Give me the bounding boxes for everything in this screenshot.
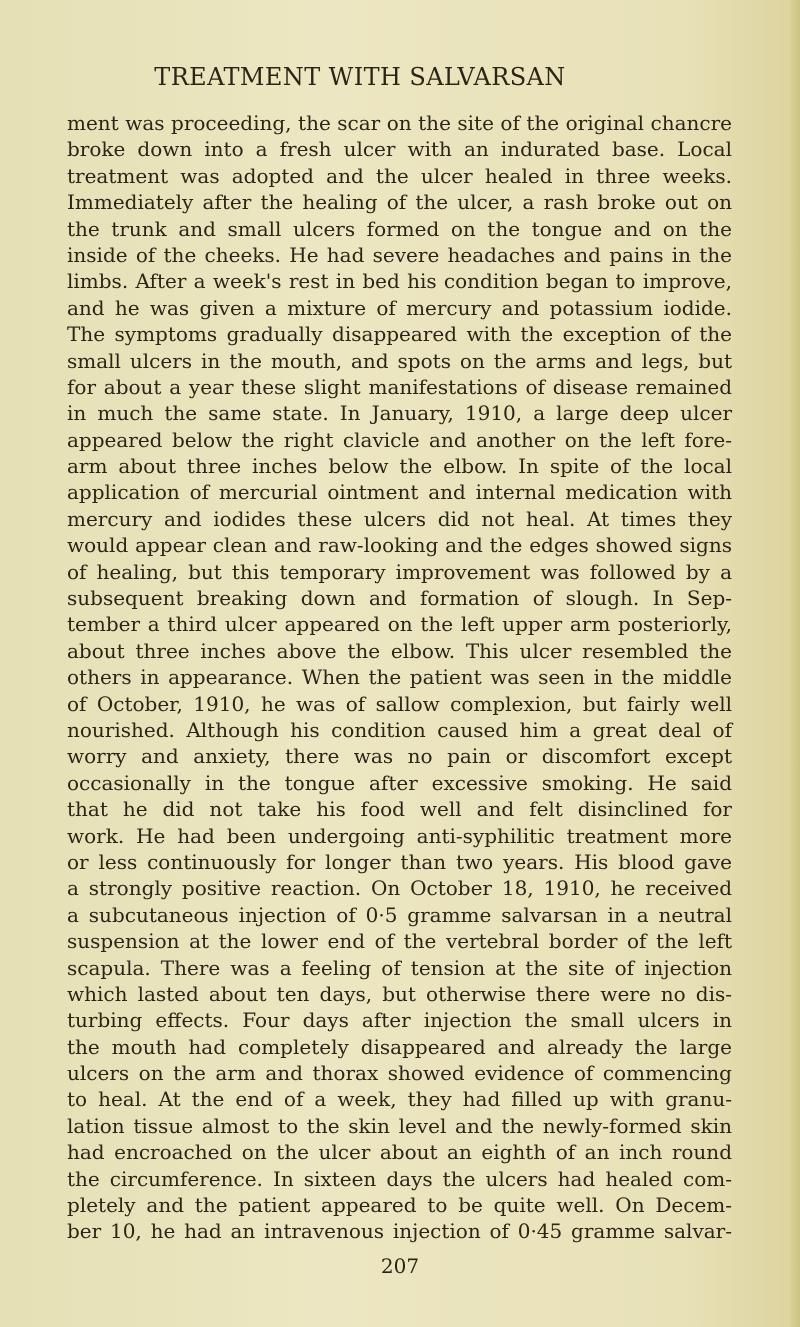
text-line: about three inches above the elbow. This ulcer resembled the: [67, 638, 732, 663]
text-line: Immediately after the healing of the ulcer, a rash broke out on: [67, 190, 732, 215]
text-line: inside of the cheeks. He had severe headaches and pains in the: [67, 242, 732, 267]
running-head: TREATMENT WITH SALVARSAN: [154, 63, 566, 91]
text-line: the trunk and small ulcers formed on the tongue and on the: [67, 216, 732, 241]
text-line: ment was proceeding, the scar on the site of the original chancre: [67, 111, 732, 135]
text-line: the mouth had completely disappeared and already the large: [67, 1034, 732, 1059]
text-line: scapula. There was a feeling of tension at the site of injection: [67, 955, 732, 980]
text-line: broke down into a fresh ulcer with an indurated base. Local: [67, 137, 732, 162]
text-line: had encroached on the ulcer about an eighth of an inch round: [67, 1140, 732, 1165]
text-line: turbing effects. Four days after injection the small ulcers in: [67, 1008, 732, 1033]
text-line: of October, 1910, he was of sallow complexion, but fairly well: [67, 691, 732, 716]
text-line: work. He had been undergoing anti-syphilitic treatment more: [67, 823, 732, 848]
text-line: which lasted about ten days, but otherwise there were no dis-: [67, 981, 732, 1006]
text-line: pletely and the patient appeared to be quite well. On Decem-: [67, 1193, 732, 1218]
page-edge-shadow: [788, 0, 800, 1327]
text-line: mercury and iodides these ulcers did not heal. At times they: [67, 506, 732, 531]
text-line: tember a third ulcer appeared on the left upper arm posteriorly,: [67, 612, 732, 637]
text-line: would appear clean and raw-looking and the edges showed signs: [67, 533, 732, 558]
text-line: and he was given a mixture of mercury and potassium iodide.: [67, 295, 732, 320]
text-line: ulcers on the arm and thorax showed evidence of commencing: [67, 1061, 732, 1086]
text-line: subsequent breaking down and formation of slough. In Sep-: [67, 586, 732, 611]
text-line: ber 10, he had an intravenous injection of 0·45 gramme salvar-: [67, 1219, 732, 1244]
text-line: limbs. After a week's rest in bed his condition began to improve,: [67, 269, 732, 294]
text-line: the circumference. In sixteen days the ulcers had healed com-: [67, 1166, 732, 1191]
text-line: nourished. Although his condition caused him a great deal of: [67, 717, 732, 742]
text-line: a strongly positive reaction. On October 18, 1910, he received: [67, 876, 732, 901]
text-line: of healing, but this temporary improvement was followed by a: [67, 559, 732, 584]
text-line: to heal. At the end of a week, they had filled up with granu-: [67, 1087, 732, 1112]
text-line: that he did not take his food well and felt disinclined for: [67, 797, 732, 822]
text-line: small ulcers in the mouth, and spots on the arms and legs, but: [67, 348, 732, 373]
text-line: The symptoms gradually disappeared with the exception of the: [67, 322, 732, 347]
text-line: appeared below the right clavicle and another on the left fore-: [67, 427, 732, 452]
text-line: occasionally in the tongue after excessive smoking. He said: [67, 770, 732, 795]
text-line: for about a year these slight manifestations of disease remained: [67, 374, 732, 399]
text-line: treatment was adopted and the ulcer healed in three weeks.: [67, 163, 732, 188]
text-line: suspension at the lower end of the vertebral border of the left: [67, 929, 732, 954]
body-text: [67, 110, 732, 1245]
page-number: 207: [380, 1254, 420, 1278]
text-line: application of mercurial ointment and internal medication with: [67, 480, 732, 505]
text-line: a subcutaneous injection of 0·5 gramme salvarsan in a neutral: [67, 902, 732, 927]
text-line: lation tissue almost to the skin level and the newly-formed skin: [67, 1113, 732, 1138]
text-line: worry and anxiety, there was no pain or discomfort except: [67, 744, 732, 769]
text-line: in much the same state. In January, 1910, a large deep ulcer: [67, 401, 732, 426]
text-line: others in appearance. When the patient was seen in the middle: [67, 665, 732, 690]
text-line: arm about three inches below the elbow. In spite of the local: [67, 454, 732, 479]
text-line: or less continuously for longer than two years. His blood gave: [67, 849, 732, 874]
